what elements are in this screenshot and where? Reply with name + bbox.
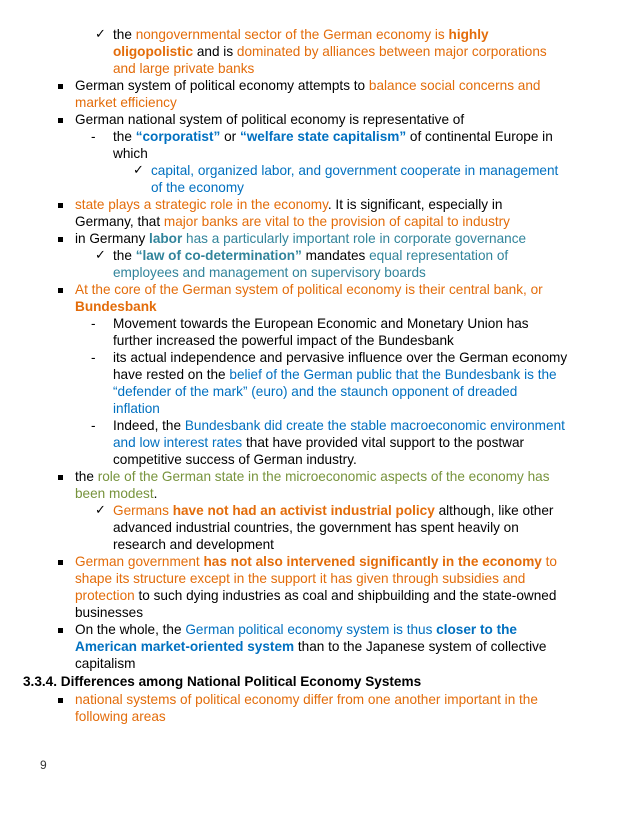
text-run: employees and management on supervisory boards xyxy=(113,265,426,280)
line-text xyxy=(113,401,594,418)
line-text xyxy=(113,350,594,367)
square-bullet-icon xyxy=(58,203,63,208)
line-text xyxy=(113,452,594,469)
text-run: highly xyxy=(448,27,489,42)
text-run: national systems of political economy differ from one another important in the xyxy=(75,692,538,707)
text-run: its actual independence and pervasive influence over the German economy xyxy=(113,350,568,365)
text-run: to such dying industries as coal and shipbuilding and the state-owned xyxy=(134,588,557,603)
text-run: equal representation of xyxy=(369,248,509,263)
line-text xyxy=(75,299,594,316)
square-bullet-icon xyxy=(58,288,63,293)
line-text xyxy=(113,367,594,384)
text-run: the xyxy=(113,248,136,263)
page-number: 9 xyxy=(40,758,47,772)
text-run: and low interest rates xyxy=(113,435,243,450)
check-bullet-icon: ✓ xyxy=(95,248,106,263)
text-run: and is xyxy=(193,44,237,59)
text-run: “welfare state capitalism” xyxy=(239,129,407,144)
text-run: the xyxy=(113,129,136,144)
line-text xyxy=(75,709,594,726)
text-run: which xyxy=(113,146,148,161)
dash-bullet-icon: - xyxy=(91,129,96,144)
line-text xyxy=(75,622,594,639)
text-run: Bundesbank did create the stable macroeconomic environment xyxy=(184,418,565,433)
text-run: “law of co-determination” xyxy=(135,248,302,263)
square-bullet-icon xyxy=(58,118,63,123)
line-text xyxy=(151,180,594,197)
text-run: research and development xyxy=(113,537,274,552)
line-text xyxy=(113,520,594,537)
text-run: closer to the xyxy=(436,622,517,637)
text-run: mandates xyxy=(301,248,370,263)
text-run: than to the Japanese system of collective xyxy=(294,639,547,654)
text-run: following areas xyxy=(75,709,166,724)
line-text xyxy=(113,537,594,554)
line-text xyxy=(75,554,594,571)
check-bullet-icon: ✓ xyxy=(133,163,144,178)
text-run: dominated by alliances between major corporations xyxy=(236,44,547,59)
dash-bullet-icon: - xyxy=(91,418,96,433)
line-text xyxy=(75,282,594,299)
check-bullet-icon: ✓ xyxy=(95,27,106,42)
text-run: that have provided vital support to the postwar xyxy=(242,435,525,450)
text-run: On the whole, the xyxy=(75,622,186,637)
line-text xyxy=(113,44,594,61)
text-run: shape its structure except in the support it has given through subsidies and xyxy=(75,571,526,586)
line-text xyxy=(75,231,594,248)
square-bullet-icon xyxy=(58,560,63,565)
text-run: of continental Europe in xyxy=(406,129,553,144)
text-run: balance social concerns and xyxy=(368,78,541,93)
line-text xyxy=(113,316,594,333)
line-text xyxy=(113,265,594,282)
section-heading: 3.3.4. Differences among National Political Economy Systems xyxy=(23,674,422,689)
line-text xyxy=(75,197,594,214)
text-run: market efficiency xyxy=(75,95,177,110)
line-text xyxy=(75,605,594,622)
text-run: “corporatist” xyxy=(135,129,221,144)
text-run: has a particularly important role in corporate governance xyxy=(182,231,527,246)
square-bullet-icon xyxy=(58,475,63,480)
text-run: major banks are vital to the provision of capital to industry xyxy=(163,214,510,229)
line-text xyxy=(75,692,594,709)
text-run: been modest xyxy=(75,486,154,501)
text-run: further increased the powerful impact of the Bundesbank xyxy=(113,333,454,348)
text-run: Germany, that xyxy=(75,214,164,229)
text-run: nongovernmental sector of the German economy is xyxy=(135,27,449,42)
text-run: At the core of the German system of political economy is their central bank, or xyxy=(75,282,543,297)
text-run: labor xyxy=(149,231,183,246)
text-run: or xyxy=(220,129,240,144)
text-run: German system of political economy attempts to xyxy=(75,78,369,93)
square-bullet-icon xyxy=(58,628,63,633)
line-text xyxy=(75,95,594,112)
text-run: have rested on the xyxy=(113,367,230,382)
square-bullet-icon xyxy=(58,84,63,89)
text-run: Germans xyxy=(113,503,173,518)
text-run: Indeed, the xyxy=(113,418,185,433)
square-bullet-icon xyxy=(58,698,63,703)
text-run: German national system of political economy is representative of xyxy=(75,112,465,127)
text-run: competitive success of German industry. xyxy=(113,452,357,467)
text-run: businesses xyxy=(75,605,144,620)
dash-bullet-icon: - xyxy=(91,350,96,365)
text-run: state plays a strategic role in the economy xyxy=(75,197,328,212)
line-text xyxy=(113,384,594,401)
check-bullet-icon: ✓ xyxy=(95,503,106,518)
line-text xyxy=(113,248,594,265)
text-run: capitalism xyxy=(75,656,136,671)
text-run: advanced industrial countries, the government has spent heavily on xyxy=(113,520,519,535)
dash-bullet-icon: - xyxy=(91,316,96,331)
text-run: the xyxy=(75,469,98,484)
text-run: and large private banks xyxy=(113,61,255,76)
text-run: although, like other xyxy=(434,503,554,518)
line-text xyxy=(151,163,594,180)
line-text xyxy=(75,214,594,231)
text-run: the xyxy=(113,27,136,42)
text-run: of the economy xyxy=(151,180,244,195)
line-text xyxy=(75,78,594,95)
text-run: have not had an activist industrial policy xyxy=(172,503,435,518)
line-text xyxy=(113,503,594,520)
line-text xyxy=(113,129,594,146)
line-text xyxy=(113,61,594,78)
text-run: inflation xyxy=(113,401,160,416)
line-text xyxy=(75,588,594,605)
text-run: in Germany xyxy=(75,231,150,246)
line-text xyxy=(113,418,594,435)
line-text xyxy=(113,435,594,452)
line-text xyxy=(113,146,594,163)
line-text xyxy=(75,571,594,588)
text-run: capital, organized labor, and government cooperate in management xyxy=(151,163,559,178)
line-text xyxy=(113,27,594,44)
line-text xyxy=(75,656,594,673)
line-text xyxy=(75,486,594,503)
text-run: American market-oriented system xyxy=(75,639,295,654)
line-text xyxy=(75,469,594,486)
line-text xyxy=(113,333,594,350)
line-text xyxy=(75,112,594,129)
text-run: belief of the German public that the Bundesbank is the xyxy=(229,367,557,382)
text-run: has not also intervened significantly in the economy xyxy=(203,554,542,569)
text-run: German political economy system is thus xyxy=(185,622,437,637)
text-run: “defender of the mark” (euro) and the staunch opponent of dreaded xyxy=(113,384,518,399)
text-run: Movement towards the European Economic and Monetary Union has xyxy=(113,316,529,331)
square-bullet-icon xyxy=(58,237,63,242)
text-run: protection xyxy=(75,588,135,603)
line-text xyxy=(75,639,594,656)
text-run: role of the German state in the microeconomic aspects of the economy has xyxy=(97,469,550,484)
text-run: oligopolistic xyxy=(113,44,194,59)
text-run: German government xyxy=(75,554,204,569)
text-run: . It is significant, especially in xyxy=(327,197,503,212)
text-run: . xyxy=(153,486,158,501)
text-run: Bundesbank xyxy=(75,299,157,314)
text-run: to xyxy=(541,554,557,569)
